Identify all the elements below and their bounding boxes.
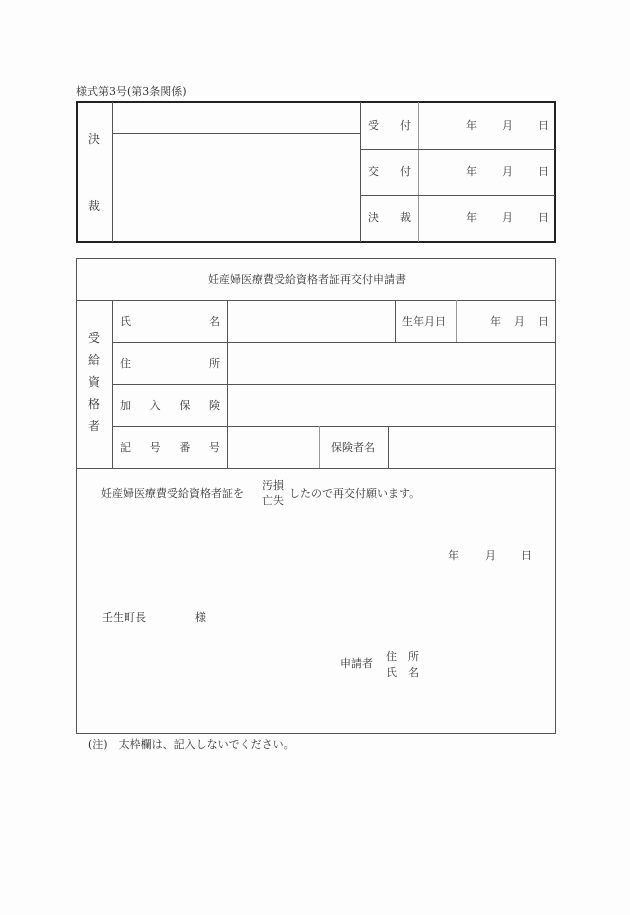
recipient-char-2: 給 [88,353,101,367]
approval-row-decision-month: 月 [502,211,513,224]
approval-row-issue-label-right: 付 [400,165,411,178]
insurance-label-char-3: 保 [179,399,191,412]
recipient-char-1: 受 [88,331,101,345]
name-label [120,316,220,327]
name-label-char-1: 氏 [120,315,131,328]
approval-stamp-area-top[interactable] [113,103,359,132]
application-date-year: 年 [448,549,459,562]
approval-row-receipt-month: 月 [502,119,513,132]
approval-row-issue-month: 月 [502,165,513,178]
approval-row-decision-label-right: 裁 [400,211,411,224]
approval-row-issue-date-field[interactable] [419,150,553,194]
approval-row-issue-label-left: 交 [368,165,379,178]
applicant-name-input[interactable] [430,664,550,680]
insurer-name-label: 保険者名 [331,441,375,454]
symbol-number-label [120,442,220,453]
recipient-section-bottom [77,468,555,469]
form-number: 様式第3号(第3条関係) [76,85,187,98]
addressee: 壬生町長 [102,611,146,624]
insurance-input[interactable] [228,385,554,425]
application-title: 妊産婦医療費受給資格者証再交付申請書 [208,273,406,286]
recipient-char-5: 者 [88,419,101,433]
approval-row-decision-label-left: 決 [368,211,379,224]
statement-prefix: 妊産婦医療費受給資格者証を [101,487,244,500]
approval-row-issue-year: 年 [466,165,477,178]
application-date-month: 月 [485,549,496,562]
insurance-label-char-1: 加 [120,399,131,412]
symbol-number-label-char-1: 記 [120,441,131,454]
birthdate-month: 月 [514,315,525,328]
recipient-vertical-label [88,332,100,432]
name-label-char-2: 名 [209,315,220,328]
applicant-label: 申請者 [340,657,373,670]
insurer-label-left [319,426,320,468]
applicant-address-input[interactable] [430,648,550,664]
symbol-number-label-char-3: 番 [179,441,191,454]
birthdate-label-left [395,300,396,342]
birthdate-input[interactable] [457,301,554,341]
approval-row-receipt-label-right: 付 [400,119,411,132]
insurance-label-char-2: 入 [149,399,161,412]
approval-side-label-top: 決 [88,132,101,146]
note: (注) 太枠欄は、記入しないでください。 [88,738,295,751]
symbol-number-label-char-2: 号 [149,441,161,454]
recipient-char-4: 格 [88,397,101,411]
birthdate-day: 日 [538,315,549,328]
approval-row-receipt-date-field[interactable] [419,103,553,148]
approval-row-receipt-year: 年 [466,119,477,132]
application-date-day: 日 [521,549,532,562]
approval-row-receipt-day: 日 [538,119,549,132]
approval-stamp-area-main[interactable] [113,134,359,240]
approval-row-decision-date-field[interactable] [419,196,553,240]
applicant-name-label: 氏 名 [386,666,419,679]
insurance-label-char-4: 険 [208,399,220,412]
approval-row-receipt-label-left: 受 [368,119,379,132]
honorific: 様 [195,611,206,624]
address-label-char-1: 住 [120,357,131,370]
application-date-input[interactable] [420,542,540,566]
approval-side-label-bottom: 裁 [88,199,101,213]
birthdate-year: 年 [490,315,501,328]
statement-suffix: したので再交付願います。 [289,487,421,500]
insurance-label [120,400,220,411]
symbol-number-input[interactable] [228,427,318,467]
statement-option-damaged[interactable]: 汚損 [262,479,284,492]
birthdate-label: 生年月日 [402,315,446,328]
statement-option-lost[interactable]: 亡失 [262,494,284,507]
approval-row-issue-day: 日 [538,165,549,178]
recipient-char-3: 資 [88,375,101,389]
name-input[interactable] [228,301,394,341]
symbol-number-label-char-4: 号 [208,441,220,454]
address-label-char-2: 所 [209,357,220,370]
approval-row-decision-year: 年 [466,211,477,224]
approval-row-decision-day: 日 [538,211,549,224]
approval-label-divider [360,102,361,242]
address-input[interactable] [228,343,554,383]
address-label [120,358,220,369]
insurer-name-input[interactable] [389,427,554,467]
applicant-address-label: 住 所 [386,650,419,663]
